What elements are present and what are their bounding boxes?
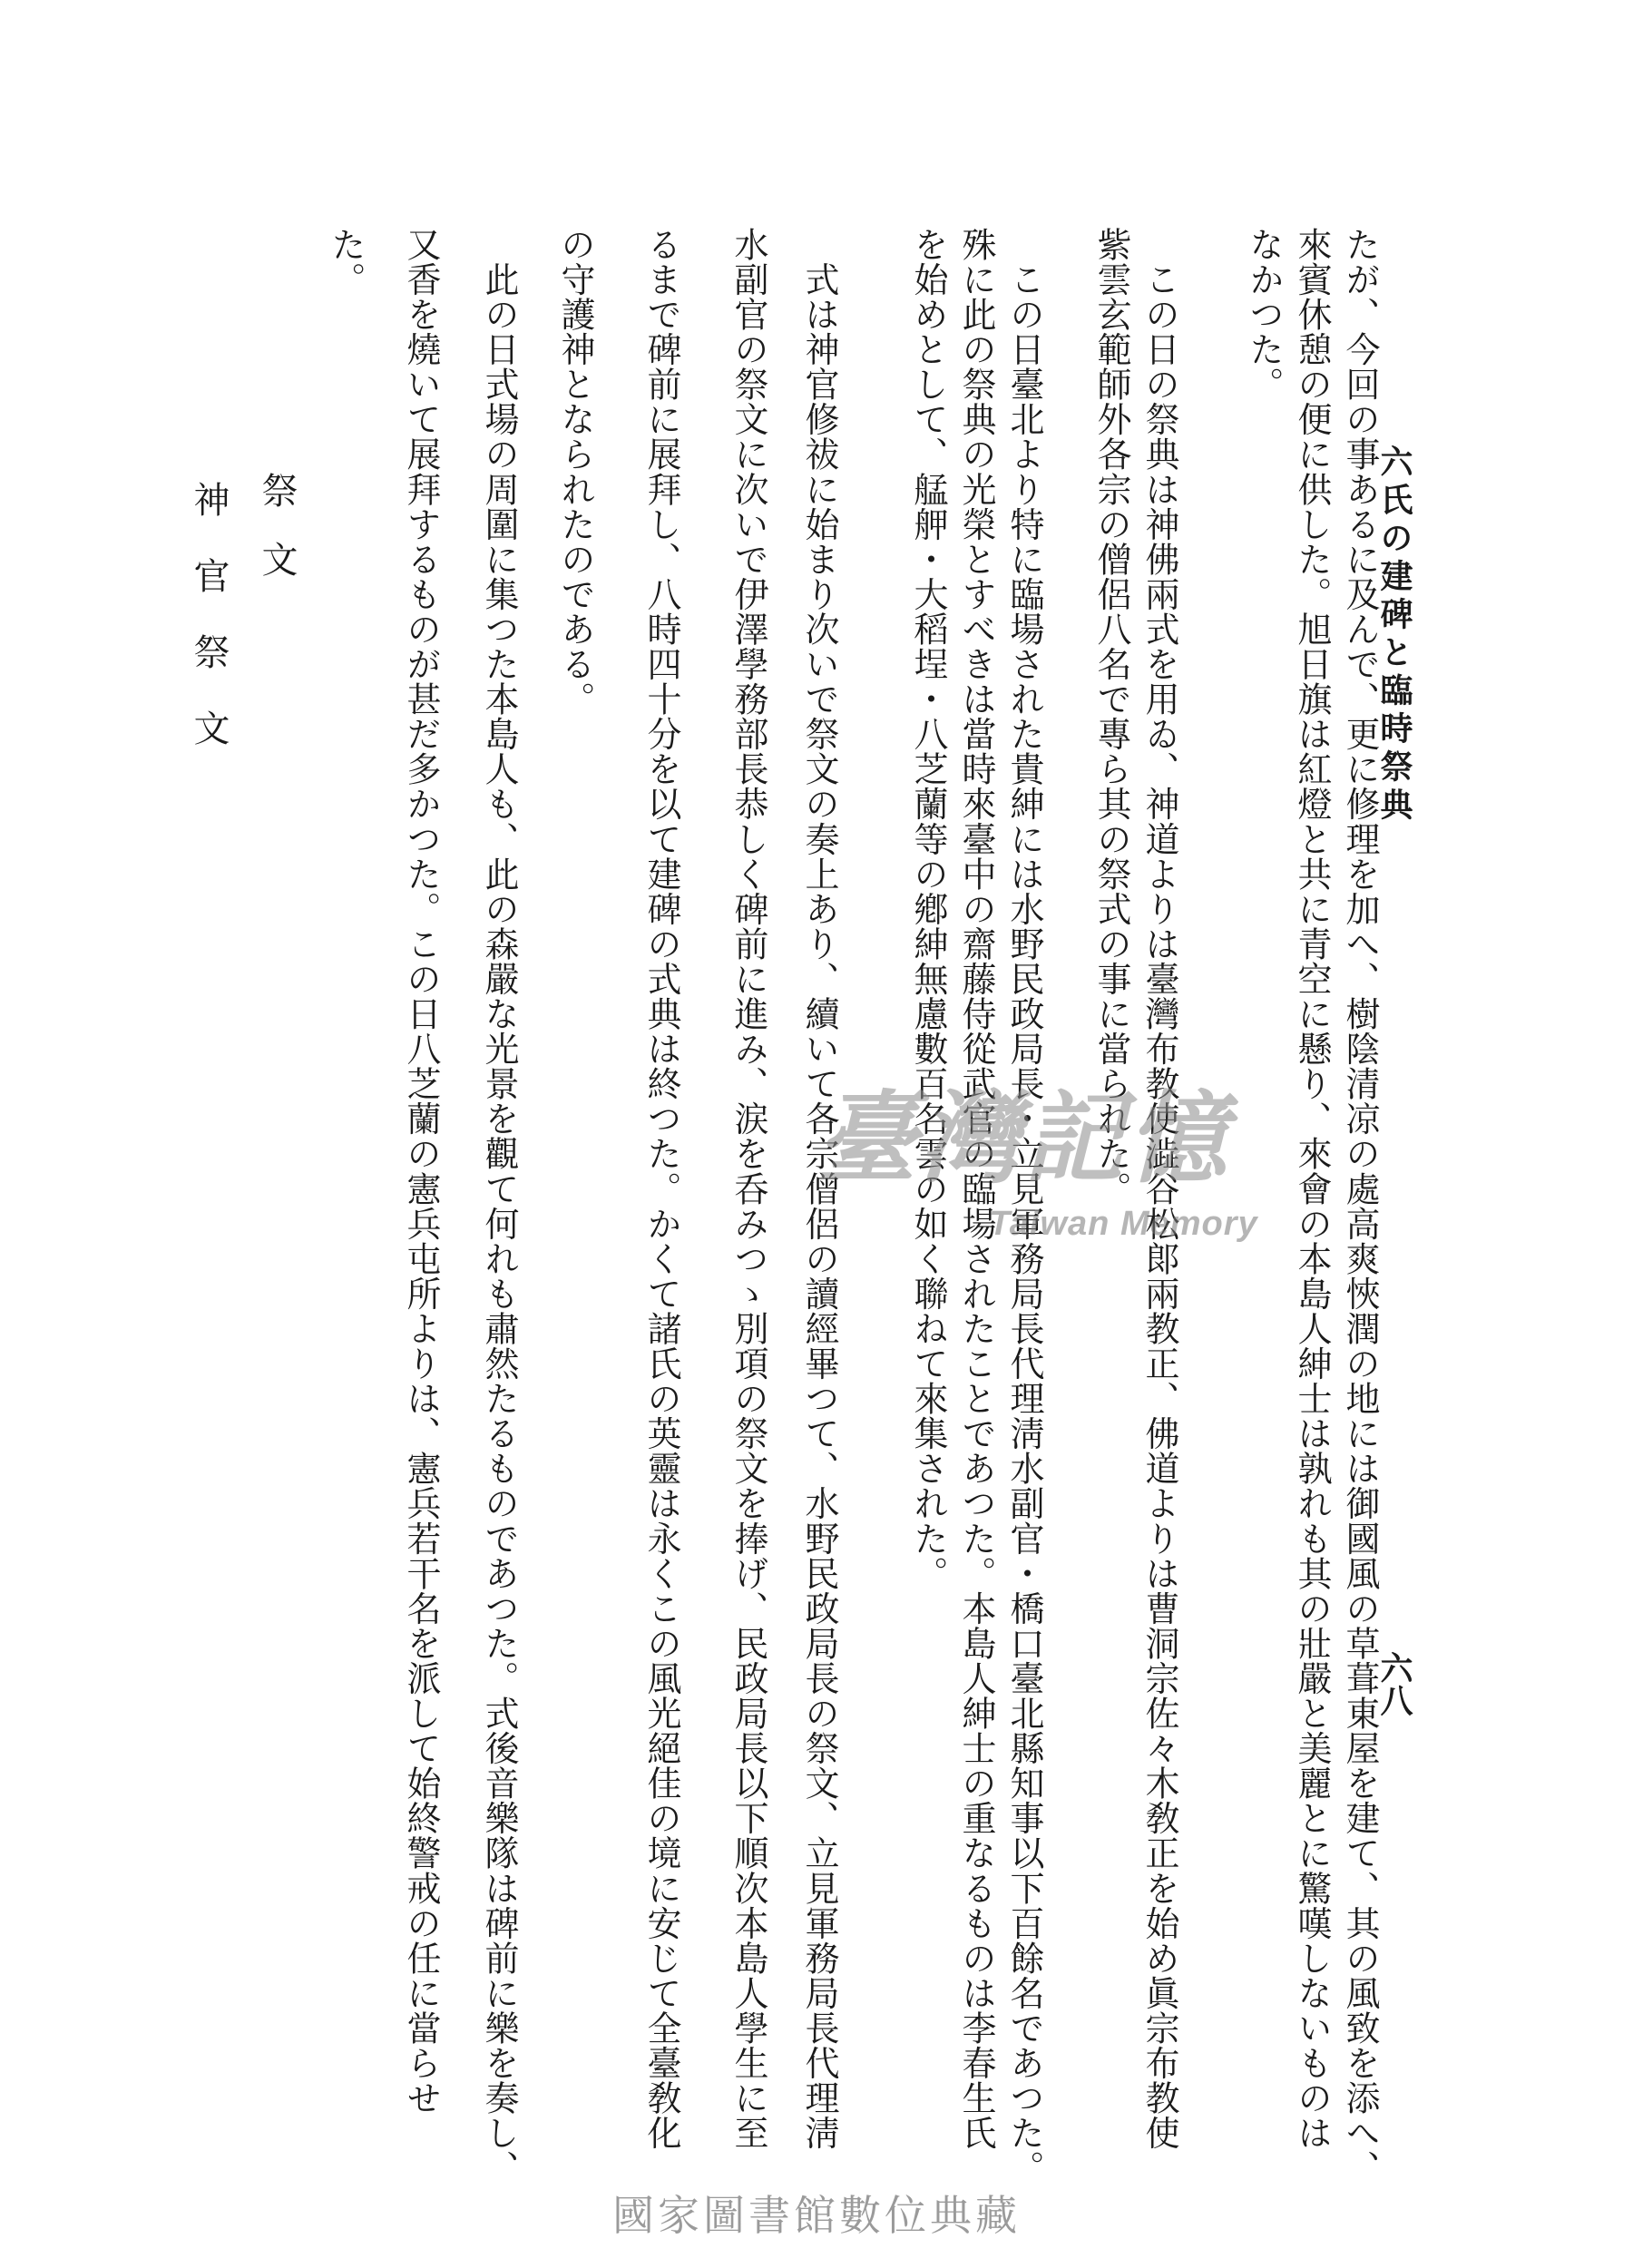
text-column-13: 此の日式場の周圍に集つた本島人も、此の森嚴な光景を觀て何れも肅然たるものであつた。式後音樂隊は碑前に樂を奏し、 [479,227,519,2185]
section-subheading: 神官祭文 [188,481,230,786]
watermark-title: 臺灣記憶 [816,1080,1230,1197]
text-column-5: 紫雲玄範師外各宗の僧侶八名で專ら其の祭式の事に當られた。 [1091,227,1131,1207]
text-column-11: るまで碑前に展拜し、八時四十分を以て建碑の式典は終つた。かくて諸氏の英靈は永くこの風光絕佳の境に安じて全臺敎化 [641,227,681,2151]
text-column-8: を始めとして、艋舺・大稻埕・八芝蘭等の鄕紳無慮數百名雲の如く聯ねて來集された。 [908,227,948,1591]
text-column-3: なかつた。 [1244,227,1284,402]
running-header-title: 六氏の建碑と臨時祭典 [1375,445,1413,826]
text-column-4: この日の祭典は神佛兩式を用ゐ、神道よりは臺灣布教使澁谷松郞兩教正、佛道よりは曹洞宗佐々木敎正を始め眞宗布教使 [1139,227,1179,2151]
section-heading: 祭文 [256,472,298,610]
text-column-2: 來賓休憩の便に供した。旭日旗は紅燈と共に青空に懸り、來會の本島人紳士は孰れも其の壯嚴と美麗とに驚嘆しないものは [1292,227,1332,2151]
text-column-9: 式は神官修祓に始まり次いで祭文の奏上あり、續いて各宗僧侶の讀經畢つて、水野民政局長の祭文、立見軍務局長代理淸 [799,227,839,2151]
text-column-14: 又香を燒いて展拜するものが甚だ多かつた。この日八芝蘭の憲兵屯所よりは、憲兵若干名を派して始終警戒の任に當らせ [401,227,441,2116]
text-column-15: た。 [326,227,366,298]
text-column-6: この日臺北より特に臨場された貴紳には水野民政局長・立見軍務局長代理淸水副官・橋口臺北縣知事以下百餘名であつた。 [1004,227,1044,2185]
text-column-12: の守護神となられたのである。 [555,227,595,717]
watermark-logo [816,1080,1288,1279]
page-number: 六八 [1375,1651,1413,1716]
footer-credit: 國家圖書館數位典藏 [612,2191,1021,2240]
text-column-10: 水副官の祭文に次いで伊澤學務部長恭しく碑前に進み、涙を呑みつゝ別項の祭文を捧げ、民政局長以下順次本島人學生に至 [728,227,768,2151]
watermark-subtitle: Taiwan Memory [989,1205,1258,1243]
text-column-7: 殊に此の祭典の光榮とすべきは當時來臺中の齋藤侍從武官の臨場されたことであつた。本島人紳士の重なるものは李春生氏 [956,227,996,2151]
text-column-1: たが、今回の事あるに及んで、更に修理を加へ、樹陰清凉の處高爽悏潤の地には御國風の草葺東屋を建て、其の風致を添へ、 [1340,227,1380,2185]
